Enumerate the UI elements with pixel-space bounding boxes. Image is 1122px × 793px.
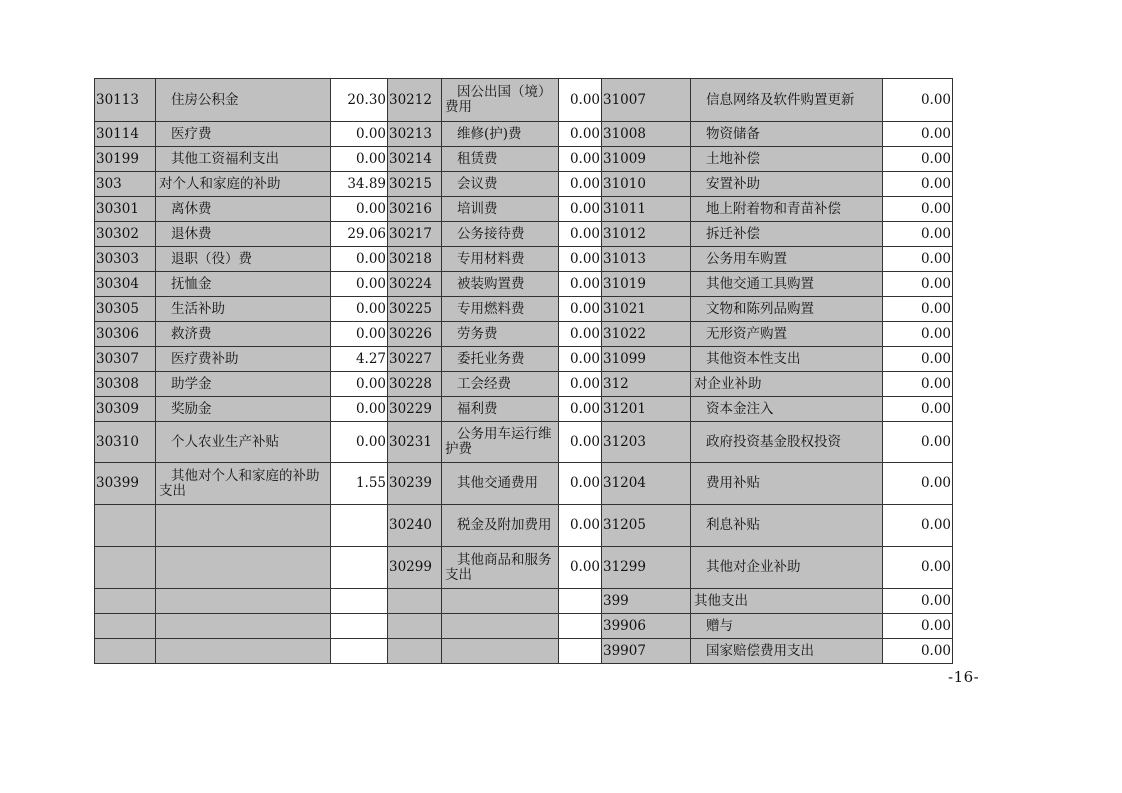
cell-name: 对个人和家庭的补助 [156, 172, 331, 197]
cell-amount: 0.00 [883, 297, 953, 322]
cell-amount: 0.00 [559, 422, 602, 463]
cell-name [156, 505, 331, 547]
cell-code: 30308 [95, 372, 156, 397]
cell-amount: 0.00 [883, 614, 953, 639]
budget-expense-table [94, 78, 953, 664]
cell-name: 拆迁补偿 [691, 222, 883, 247]
cell-name: 其他对个人和家庭的补助支出 [156, 463, 331, 505]
cell-amount: 0.00 [559, 122, 602, 147]
cell-code: 303 [95, 172, 156, 197]
cell-name [156, 547, 331, 589]
table-row [95, 322, 953, 347]
cell-code: 30228 [388, 372, 442, 397]
cell-name: 委托业务费 [442, 347, 559, 372]
cell-amount: 29.06 [331, 222, 388, 247]
cell-code: 30225 [388, 297, 442, 322]
cell-amount [331, 639, 388, 664]
cell-code: 31009 [602, 147, 691, 172]
cell-name: 信息网络及软件购置更新 [691, 79, 883, 122]
cell-code: 31007 [602, 79, 691, 122]
cell-code: 31019 [602, 272, 691, 297]
cell-code: 31012 [602, 222, 691, 247]
cell-amount: 0.00 [883, 372, 953, 397]
cell-code: 31099 [602, 347, 691, 372]
cell-code: 30226 [388, 322, 442, 347]
cell-name: 其他交通工具购置 [691, 272, 883, 297]
cell-code: 31013 [602, 247, 691, 272]
cell-amount: 34.89 [331, 172, 388, 197]
cell-amount: 0.00 [331, 397, 388, 422]
cell-name: 福利费 [442, 397, 559, 422]
cell-code: 30229 [388, 397, 442, 422]
table-row [95, 589, 953, 614]
cell-amount: 0.00 [331, 197, 388, 222]
cell-name: 会议费 [442, 172, 559, 197]
cell-amount: 0.00 [559, 222, 602, 247]
cell-name: 劳务费 [442, 322, 559, 347]
cell-code [388, 589, 442, 614]
cell-code: 30309 [95, 397, 156, 422]
cell-code: 30217 [388, 222, 442, 247]
cell-name: 对企业补助 [691, 372, 883, 397]
cell-amount: 0.00 [559, 197, 602, 222]
cell-name: 专用材料费 [442, 247, 559, 272]
cell-amount: 0.00 [559, 463, 602, 505]
cell-amount: 0.00 [331, 272, 388, 297]
cell-code: 30303 [95, 247, 156, 272]
cell-code [95, 589, 156, 614]
cell-code: 30399 [95, 463, 156, 505]
cell-amount: 0.00 [883, 589, 953, 614]
cell-name: 离休费 [156, 197, 331, 222]
cell-amount [331, 589, 388, 614]
cell-name: 培训费 [442, 197, 559, 222]
table-row [95, 197, 953, 222]
cell-code: 30215 [388, 172, 442, 197]
cell-code: 31205 [602, 505, 691, 547]
cell-code [95, 505, 156, 547]
cell-name [442, 614, 559, 639]
cell-code [95, 639, 156, 664]
cell-code: 30224 [388, 272, 442, 297]
cell-code: 30302 [95, 222, 156, 247]
cell-code [388, 639, 442, 664]
cell-name: 地上附着物和青苗补偿 [691, 197, 883, 222]
cell-name: 政府投资基金股权投资 [691, 422, 883, 463]
cell-amount: 0.00 [883, 397, 953, 422]
cell-amount: 0.00 [883, 322, 953, 347]
cell-code: 312 [602, 372, 691, 397]
cell-code: 31204 [602, 463, 691, 505]
cell-name: 医疗费补助 [156, 347, 331, 372]
cell-amount: 0.00 [559, 272, 602, 297]
cell-name: 国家赔偿费用支出 [691, 639, 883, 664]
cell-code: 30307 [95, 347, 156, 372]
cell-name: 个人农业生产补贴 [156, 422, 331, 463]
cell-amount: 0.00 [883, 272, 953, 297]
cell-code: 30113 [95, 79, 156, 122]
cell-name [442, 639, 559, 664]
cell-name: 住房公积金 [156, 79, 331, 122]
cell-amount: 0.00 [883, 547, 953, 589]
cell-amount: 0.00 [559, 547, 602, 589]
cell-name: 抚恤金 [156, 272, 331, 297]
cell-name: 安置补助 [691, 172, 883, 197]
cell-amount [331, 505, 388, 547]
cell-amount: 0.00 [559, 172, 602, 197]
table-row [95, 547, 953, 589]
cell-amount: 4.27 [331, 347, 388, 372]
cell-name [442, 589, 559, 614]
cell-code: 30240 [388, 505, 442, 547]
cell-amount: 0.00 [883, 247, 953, 272]
cell-amount: 0.00 [559, 147, 602, 172]
table-row [95, 614, 953, 639]
cell-name: 赠与 [691, 614, 883, 639]
cell-name: 物资储备 [691, 122, 883, 147]
table-row [95, 247, 953, 272]
cell-code: 30227 [388, 347, 442, 372]
cell-code: 30305 [95, 297, 156, 322]
cell-code: 30301 [95, 197, 156, 222]
cell-name: 其他支出 [691, 589, 883, 614]
cell-amount: 0.00 [559, 505, 602, 547]
cell-name: 助学金 [156, 372, 331, 397]
cell-name: 退职（役）费 [156, 247, 331, 272]
cell-code: 31011 [602, 197, 691, 222]
cell-code: 30114 [95, 122, 156, 147]
cell-amount: 0.00 [883, 79, 953, 122]
table-row [95, 463, 953, 505]
cell-amount: 0.00 [559, 372, 602, 397]
cell-amount: 0.00 [883, 505, 953, 547]
cell-name [156, 589, 331, 614]
cell-code: 31008 [602, 122, 691, 147]
cell-amount [559, 589, 602, 614]
cell-amount: 0.00 [559, 397, 602, 422]
cell-amount: 0.00 [559, 79, 602, 122]
cell-name: 维修(护)费 [442, 122, 559, 147]
cell-name: 公务接待费 [442, 222, 559, 247]
table-row [95, 372, 953, 397]
cell-amount: 0.00 [331, 122, 388, 147]
cell-code: 39906 [602, 614, 691, 639]
cell-amount: 0.00 [883, 639, 953, 664]
cell-amount: 0.00 [559, 297, 602, 322]
cell-code [95, 614, 156, 639]
cell-code: 30306 [95, 322, 156, 347]
cell-name: 公务用车购置 [691, 247, 883, 272]
cell-name [156, 639, 331, 664]
cell-name: 税金及附加费用 [442, 505, 559, 547]
cell-amount: 0.00 [331, 372, 388, 397]
cell-amount: 0.00 [559, 347, 602, 372]
cell-code: 31299 [602, 547, 691, 589]
cell-name: 工会经费 [442, 372, 559, 397]
cell-amount: 0.00 [883, 347, 953, 372]
cell-code: 31021 [602, 297, 691, 322]
cell-name: 土地补偿 [691, 147, 883, 172]
cell-amount: 0.00 [559, 247, 602, 272]
cell-name: 专用燃料费 [442, 297, 559, 322]
cell-amount: 0.00 [559, 322, 602, 347]
cell-code: 39907 [602, 639, 691, 664]
cell-amount: 0.00 [331, 422, 388, 463]
cell-name: 被装购置费 [442, 272, 559, 297]
cell-code: 30218 [388, 247, 442, 272]
cell-code: 30213 [388, 122, 442, 147]
cell-amount: 0.00 [883, 172, 953, 197]
cell-code: 30310 [95, 422, 156, 463]
cell-amount [331, 614, 388, 639]
cell-name: 无形资产购置 [691, 322, 883, 347]
cell-name: 租赁费 [442, 147, 559, 172]
cell-amount: 1.55 [331, 463, 388, 505]
cell-amount: 0.00 [883, 122, 953, 147]
table-row [95, 505, 953, 547]
cell-code: 31022 [602, 322, 691, 347]
cell-name: 其他工资福利支出 [156, 147, 331, 172]
cell-name: 文物和陈列品购置 [691, 297, 883, 322]
cell-amount: 0.00 [331, 297, 388, 322]
cell-name: 其他商品和服务支出 [442, 547, 559, 589]
table-row [95, 79, 953, 122]
cell-code: 30304 [95, 272, 156, 297]
table-row [95, 422, 953, 463]
page-number: -16- [948, 668, 980, 686]
cell-code: 30299 [388, 547, 442, 589]
cell-amount: 0.00 [883, 463, 953, 505]
table-row [95, 639, 953, 664]
cell-amount: 20.30 [331, 79, 388, 122]
cell-name: 奖励金 [156, 397, 331, 422]
cell-amount: 0.00 [331, 147, 388, 172]
cell-amount: 0.00 [331, 322, 388, 347]
cell-name: 退休费 [156, 222, 331, 247]
cell-name: 生活补助 [156, 297, 331, 322]
cell-code: 31201 [602, 397, 691, 422]
cell-name: 费用补贴 [691, 463, 883, 505]
table-row [95, 347, 953, 372]
cell-code: 30216 [388, 197, 442, 222]
cell-code: 30231 [388, 422, 442, 463]
cell-amount: 0.00 [331, 247, 388, 272]
cell-code: 31203 [602, 422, 691, 463]
cell-name: 救济费 [156, 322, 331, 347]
cell-name: 其他对企业补助 [691, 547, 883, 589]
table-row [95, 297, 953, 322]
table-row [95, 222, 953, 247]
table-row [95, 397, 953, 422]
cell-name: 医疗费 [156, 122, 331, 147]
cell-name: 其他资本性支出 [691, 347, 883, 372]
cell-amount: 0.00 [883, 422, 953, 463]
table-row [95, 172, 953, 197]
table-row [95, 122, 953, 147]
cell-code: 30212 [388, 79, 442, 122]
cell-name: 公务用车运行维护费 [442, 422, 559, 463]
cell-name: 其他交通费用 [442, 463, 559, 505]
cell-code [388, 614, 442, 639]
cell-code: 30199 [95, 147, 156, 172]
cell-name: 利息补贴 [691, 505, 883, 547]
cell-code: 30214 [388, 147, 442, 172]
cell-code [95, 547, 156, 589]
cell-code: 31010 [602, 172, 691, 197]
cell-name: 资本金注入 [691, 397, 883, 422]
cell-name: 因公出国（境）费用 [442, 79, 559, 122]
cell-code: 30239 [388, 463, 442, 505]
cell-amount [559, 639, 602, 664]
table-row [95, 272, 953, 297]
cell-code: 399 [602, 589, 691, 614]
cell-amount: 0.00 [883, 222, 953, 247]
cell-amount [331, 547, 388, 589]
cell-amount: 0.00 [883, 197, 953, 222]
cell-amount: 0.00 [883, 147, 953, 172]
cell-name [156, 614, 331, 639]
table-row [95, 147, 953, 172]
cell-amount [559, 614, 602, 639]
